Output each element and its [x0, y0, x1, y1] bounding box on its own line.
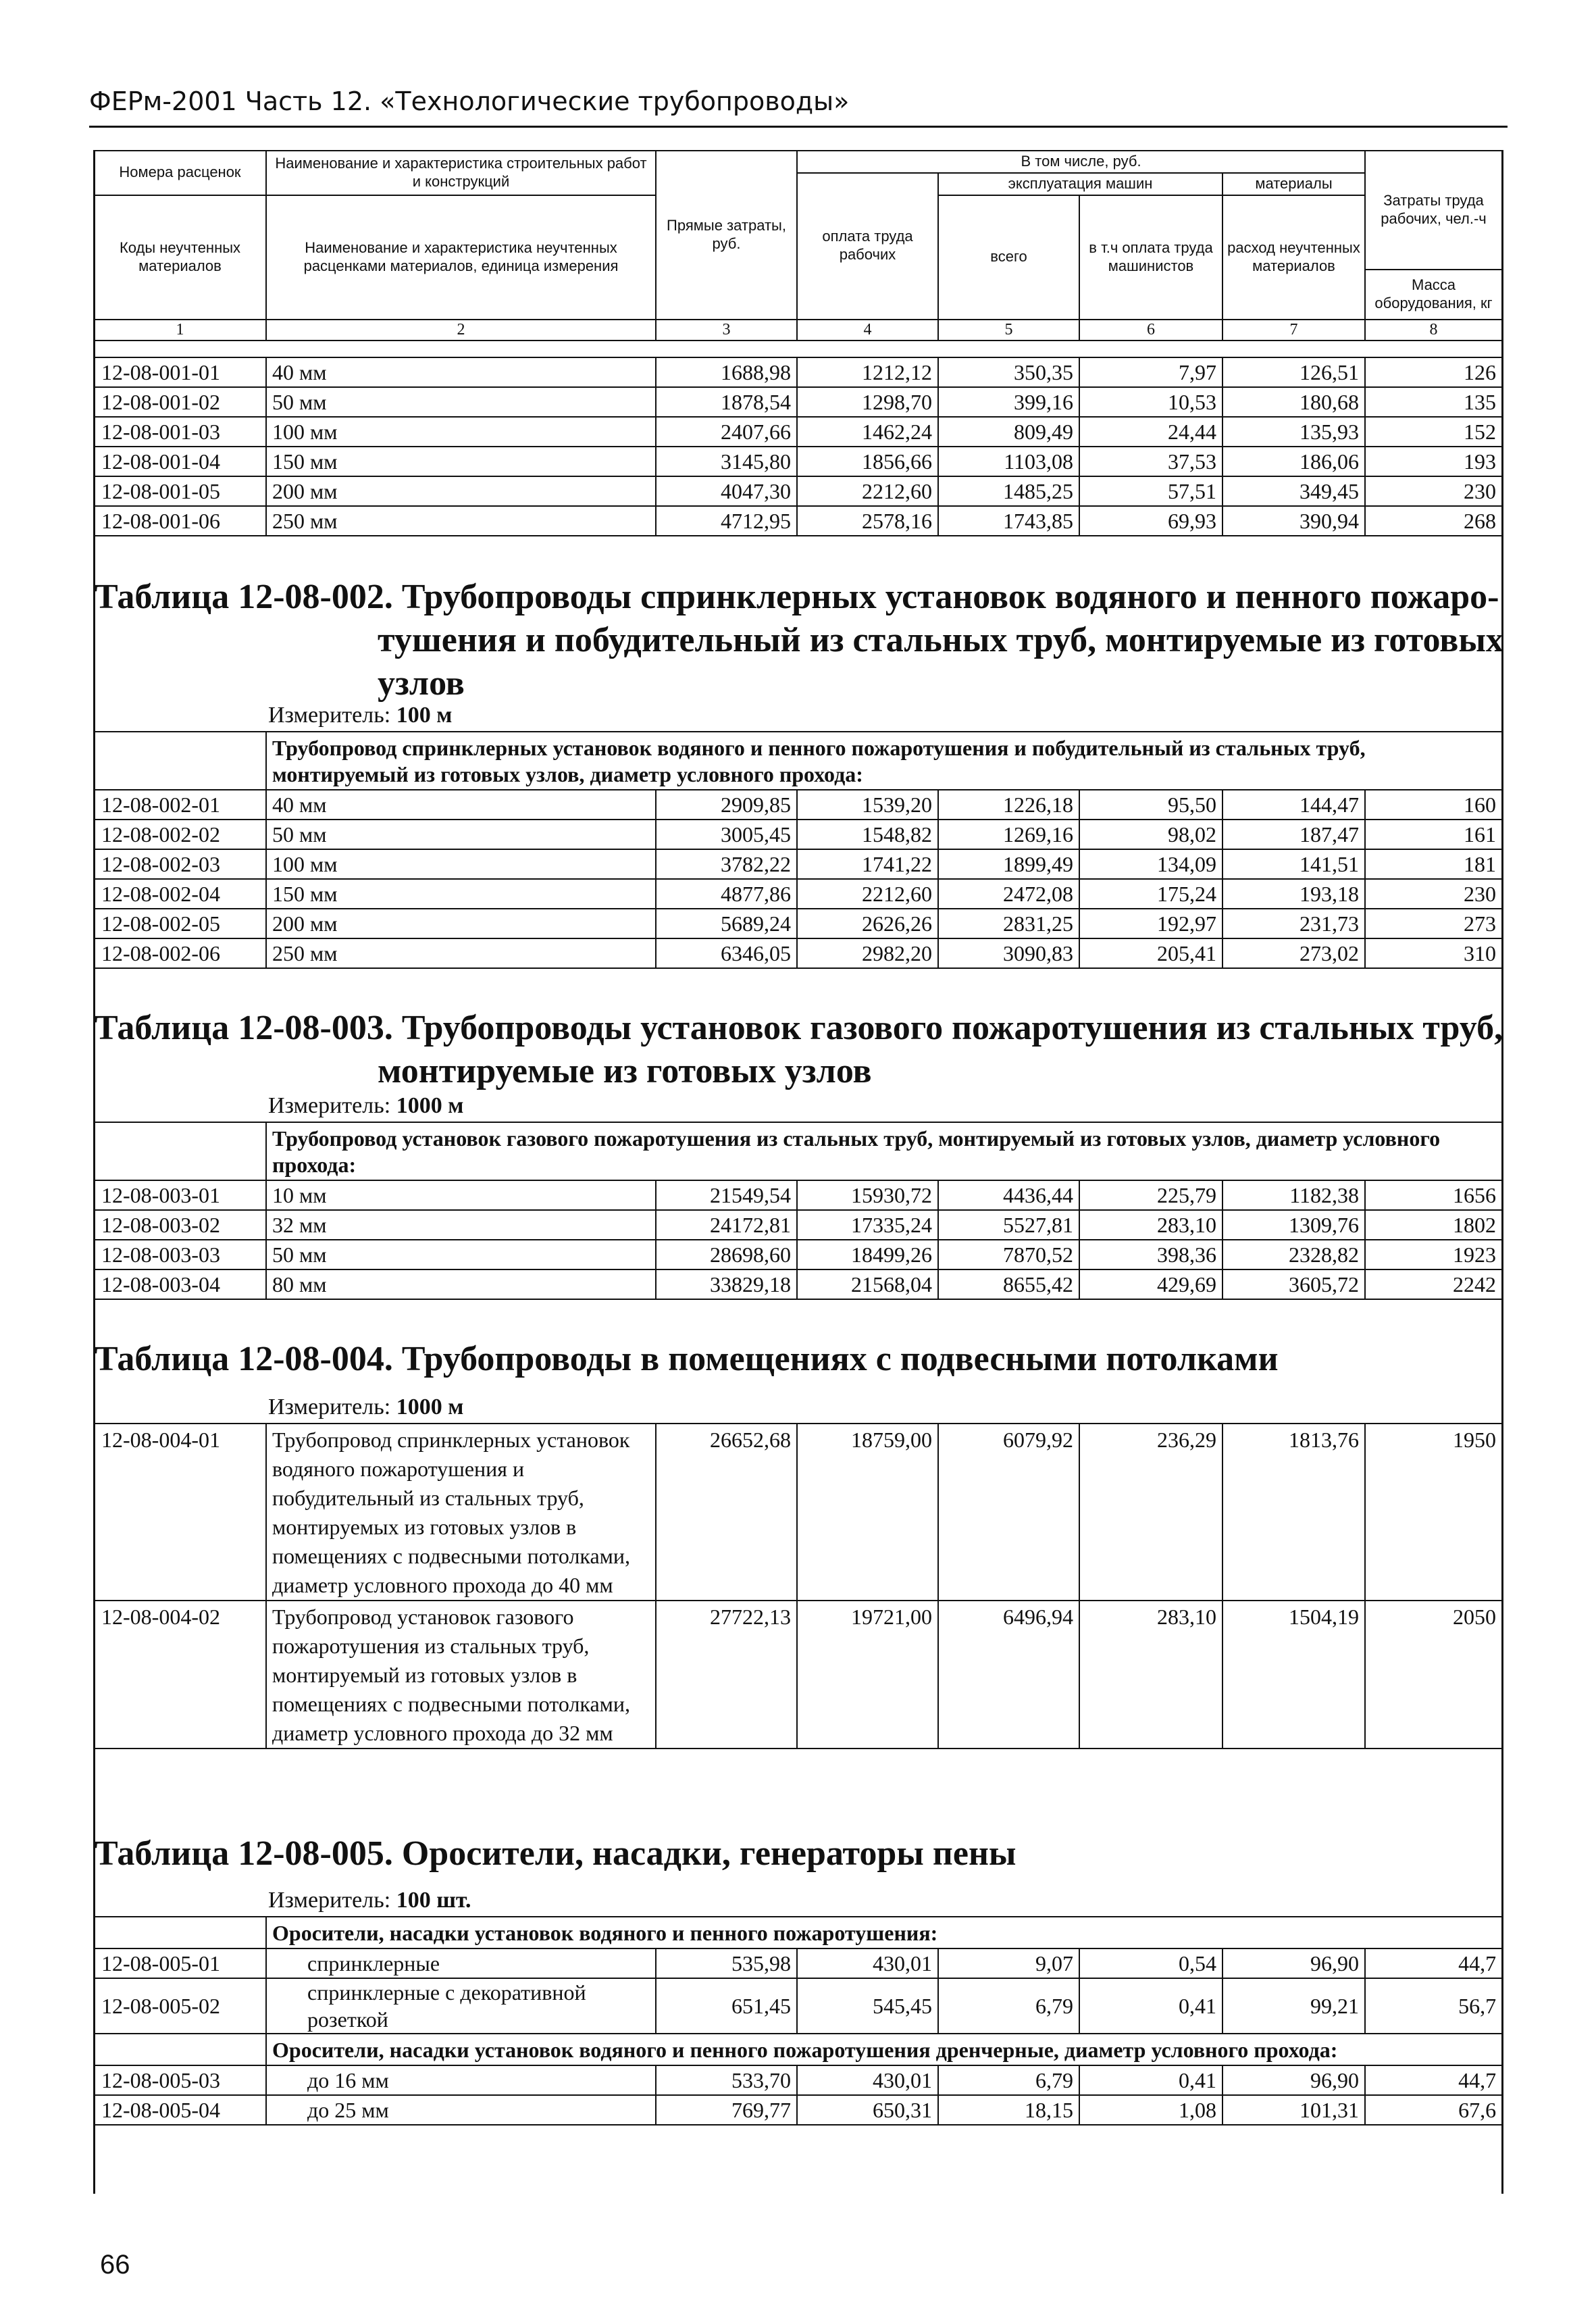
- workers-pay-cell: 18499,26: [797, 1240, 938, 1269]
- operators-pay-cell: 24,44: [1079, 417, 1222, 447]
- unit-label: Измеритель:: [268, 703, 391, 728]
- table-row: [94, 1424, 1502, 1601]
- table-002-prefix: Таблица 12-08-002.: [95, 578, 393, 616]
- operators-pay-cell: 225,79: [1079, 1180, 1222, 1210]
- operators-pay-cell: 7,97: [1079, 357, 1222, 387]
- workers-pay-cell: 2212,60: [797, 879, 938, 909]
- machines-total-cell: 6,79: [938, 1978, 1079, 2034]
- rate-code-cell: 12-08-003-02: [94, 1210, 266, 1240]
- table-003: [93, 1122, 1503, 1300]
- header-work-name: Наименование и характеристика строительных работ и конструкций: [266, 151, 656, 195]
- direct-costs-cell: 5689,24: [656, 909, 797, 938]
- name-cell: 50 мм: [266, 1240, 656, 1269]
- rate-code-cell: 12-08-001-04: [94, 447, 266, 476]
- workers-pay-cell: 650,31: [797, 2095, 938, 2125]
- direct-costs-cell: 535,98: [656, 1948, 797, 1978]
- labor-cell: 181: [1365, 849, 1502, 879]
- workers-pay-cell: 2626,26: [797, 909, 938, 938]
- unit-label: Измеритель:: [268, 1888, 391, 1913]
- table-row: [94, 938, 1502, 968]
- group-spacer: [94, 732, 266, 790]
- labor-cell: 230: [1365, 476, 1502, 506]
- header-incl: В том числе, руб.: [797, 151, 1365, 173]
- name-cell: 32 мм: [266, 1210, 656, 1240]
- rate-code-cell: 12-08-001-05: [94, 476, 266, 506]
- table-004-title: [95, 1338, 1506, 1381]
- header-material-codes: Коды неучтенных материалов: [94, 195, 266, 320]
- table-row: [94, 1269, 1502, 1299]
- materials-cell: 99,21: [1222, 1978, 1365, 2034]
- operators-pay-cell: 95,50: [1079, 790, 1222, 820]
- table-003-group: Трубопровод установок газового пожаротушения из стальных труб, монтируемый из готовых узлов, диаметр условного прохода:: [266, 1122, 1502, 1180]
- labor-cell: 230: [1365, 879, 1502, 909]
- direct-costs-cell: 28698,60: [656, 1240, 797, 1269]
- workers-pay-cell: 545,45: [797, 1978, 938, 2034]
- page-number: 66: [100, 2250, 130, 2280]
- table-002-title-line2: тушения и побудительный из стальных труб, монтируемые из готовых: [378, 621, 1503, 659]
- materials-cell: 96,90: [1222, 1948, 1365, 1978]
- table-row: [94, 476, 1502, 506]
- machines-total-cell: 2472,08: [938, 879, 1079, 909]
- table-005-title: [95, 1832, 1506, 1876]
- rate-code-cell: 12-08-002-03: [94, 849, 266, 879]
- rate-code-cell: 12-08-005-04: [94, 2095, 266, 2125]
- machines-total-cell: 7870,52: [938, 1240, 1079, 1269]
- table-row: [94, 1180, 1502, 1210]
- workers-pay-cell: 430,01: [797, 1948, 938, 1978]
- materials-cell: 101,31: [1222, 2095, 1365, 2125]
- name-cell: 50 мм: [266, 387, 656, 417]
- name-cell: 100 мм: [266, 417, 656, 447]
- table-row: [94, 357, 1502, 387]
- direct-costs-cell: 21549,54: [656, 1180, 797, 1210]
- header-equipment-mass: Масса оборудования, кг: [1365, 270, 1502, 320]
- direct-costs-cell: 3145,80: [656, 447, 797, 476]
- table-004-body: [94, 1424, 1502, 1749]
- table-004-title-line1: Трубопроводы в помещениях с подвесными потолками: [401, 1340, 1279, 1378]
- table-row: [94, 879, 1502, 909]
- labor-cell: 1656: [1365, 1180, 1502, 1210]
- table-row: [94, 1978, 1502, 2034]
- labor-cell: 1950: [1365, 1424, 1502, 1601]
- unit-label: Измеритель:: [268, 1394, 391, 1419]
- materials-cell: 349,45: [1222, 476, 1365, 506]
- machines-total-cell: 399,16: [938, 387, 1079, 417]
- direct-costs-cell: 6346,05: [656, 938, 797, 968]
- machines-total-cell: 5527,81: [938, 1210, 1079, 1240]
- direct-costs-cell: 769,77: [656, 2095, 797, 2125]
- workers-pay-cell: 18759,00: [797, 1424, 938, 1601]
- table-003-prefix: Таблица 12-08-003.: [95, 1009, 393, 1047]
- direct-costs-cell: 533,70: [656, 2065, 797, 2095]
- machines-total-cell: 809,49: [938, 417, 1079, 447]
- operators-pay-cell: 205,41: [1079, 938, 1222, 968]
- materials-cell: 3605,72: [1222, 1269, 1365, 1299]
- header-material-use: расход неучтенных материалов: [1222, 195, 1365, 320]
- header-direct-costs: Прямые затраты, руб.: [656, 151, 797, 320]
- machines-total-cell: 1743,85: [938, 506, 1079, 536]
- table-row: [94, 2065, 1502, 2095]
- unit-value: 100 шт.: [396, 1888, 471, 1913]
- operators-pay-cell: 429,69: [1079, 1269, 1222, 1299]
- header-total: всего: [938, 195, 1079, 320]
- direct-costs-cell: 1878,54: [656, 387, 797, 417]
- rate-code-cell: 12-08-004-02: [94, 1601, 266, 1749]
- machines-total-cell: 1485,25: [938, 476, 1079, 506]
- group-spacer: [94, 1917, 266, 1948]
- workers-pay-cell: 1539,20: [797, 790, 938, 820]
- direct-costs-cell: 3005,45: [656, 820, 797, 849]
- materials-cell: 231,73: [1222, 909, 1365, 938]
- unit-label: Измеритель:: [268, 1093, 391, 1118]
- col-number: 4: [797, 320, 938, 341]
- rate-code-cell: 12-08-003-01: [94, 1180, 266, 1210]
- workers-pay-cell: 2578,16: [797, 506, 938, 536]
- name-cell: Трубопровод спринклерных установок водяного пожаротушения и побудительный из стальных труб, монтируемых из готовых узлов в помещениях с подвесными потолками, диаметр условного прохода до 40 мм: [266, 1424, 656, 1601]
- header-rate-numbers: Номера расценок: [94, 151, 266, 195]
- labor-cell: 273: [1365, 909, 1502, 938]
- name-cell: до 16 мм: [266, 2065, 656, 2095]
- table-001: [93, 357, 1503, 536]
- materials-cell: 193,18: [1222, 879, 1365, 909]
- direct-costs-cell: 27722,13: [656, 1601, 797, 1749]
- rate-code-cell: 12-08-005-02: [94, 1978, 266, 2034]
- name-cell: 150 мм: [266, 879, 656, 909]
- direct-costs-cell: 2407,66: [656, 417, 797, 447]
- labor-cell: 152: [1365, 417, 1502, 447]
- direct-costs-cell: 3782,22: [656, 849, 797, 879]
- rate-code-cell: 12-08-001-01: [94, 357, 266, 387]
- materials-cell: 126,51: [1222, 357, 1365, 387]
- machines-total-cell: 1226,18: [938, 790, 1079, 820]
- labor-cell: 44,7: [1365, 1948, 1502, 1978]
- table-row: [94, 1601, 1502, 1749]
- machines-total-cell: 350,35: [938, 357, 1079, 387]
- direct-costs-cell: 26652,68: [656, 1424, 797, 1601]
- header-incl-operators: в т.ч оплата труда машинистов: [1079, 195, 1222, 320]
- direct-costs-cell: 4877,86: [656, 879, 797, 909]
- materials-cell: 1504,19: [1222, 1601, 1365, 1749]
- table-row: [94, 1210, 1502, 1240]
- labor-cell: 268: [1365, 506, 1502, 536]
- operators-pay-cell: 69,93: [1079, 506, 1222, 536]
- materials-cell: 273,02: [1222, 938, 1365, 968]
- machines-total-cell: 18,15: [938, 2095, 1079, 2125]
- table-row: [94, 1240, 1502, 1269]
- workers-pay-cell: 1548,82: [797, 820, 938, 849]
- operators-pay-cell: 0,54: [1079, 1948, 1222, 1978]
- table-002-title-line3: узлов: [378, 664, 465, 703]
- col-number: 6: [1079, 320, 1222, 341]
- unit-value: 1000 м: [396, 1093, 464, 1118]
- rate-code-cell: 12-08-002-05: [94, 909, 266, 938]
- materials-cell: 96,90: [1222, 2065, 1365, 2095]
- rate-code-cell: 12-08-005-01: [94, 1948, 266, 1978]
- col-number: 1: [94, 320, 266, 341]
- table-002-title-line1: Трубопроводы спринклерных установок водяного и пенного пожаро-: [401, 578, 1499, 616]
- workers-pay-cell: 1856,66: [797, 447, 938, 476]
- col-number: 2: [266, 320, 656, 341]
- materials-cell: 1309,76: [1222, 1210, 1365, 1240]
- table-005-title-line1: Оросители, насадки, генераторы пены: [401, 1834, 1016, 1873]
- table-002-body: [94, 790, 1502, 968]
- machines-total-cell: 8655,42: [938, 1269, 1079, 1299]
- running-head: ФЕРм-2001 Часть 12. «Технологические трубопроводы»: [89, 86, 850, 116]
- labor-cell: 160: [1365, 790, 1502, 820]
- workers-pay-cell: 19721,00: [797, 1601, 938, 1749]
- table-row: [94, 506, 1502, 536]
- table-002-group: Трубопровод спринклерных установок водяного и пенного пожаротушения и побудительный из стальных труб, монтируемый из готовых узлов, диаметр условного прохода:: [266, 732, 1502, 790]
- rate-code-cell: 12-08-001-06: [94, 506, 266, 536]
- col-number: 3: [656, 320, 797, 341]
- table-005-prefix: Таблица 12-08-005.: [95, 1834, 393, 1873]
- operators-pay-cell: 37,53: [1079, 447, 1222, 476]
- labor-cell: 56,7: [1365, 1978, 1502, 2034]
- name-cell: 200 мм: [266, 476, 656, 506]
- operators-pay-cell: 98,02: [1079, 820, 1222, 849]
- machines-total-cell: 1269,16: [938, 820, 1079, 849]
- table-row: [94, 2095, 1502, 2125]
- col-number: 8: [1365, 320, 1502, 341]
- name-cell: 50 мм: [266, 820, 656, 849]
- table-row: [94, 820, 1502, 849]
- materials-cell: 390,94: [1222, 506, 1365, 536]
- col-number: 5: [938, 320, 1079, 341]
- direct-costs-cell: 33829,18: [656, 1269, 797, 1299]
- labor-cell: 2242: [1365, 1269, 1502, 1299]
- operators-pay-cell: 192,97: [1079, 909, 1222, 938]
- name-cell: до 25 мм: [266, 2095, 656, 2125]
- name-cell: 250 мм: [266, 506, 656, 536]
- materials-cell: 141,51: [1222, 849, 1365, 879]
- workers-pay-cell: 21568,04: [797, 1269, 938, 1299]
- materials-cell: 135,93: [1222, 417, 1365, 447]
- table-row: [94, 417, 1502, 447]
- table-003-title-line2: монтируемые из готовых узлов: [378, 1052, 872, 1090]
- labor-cell: 2050: [1365, 1601, 1502, 1749]
- direct-costs-cell: 24172,81: [656, 1210, 797, 1240]
- machines-total-cell: 1103,08: [938, 447, 1079, 476]
- header-material-name: Наименование и характеристика неучтенных расценками материалов, единица измерения: [266, 195, 656, 320]
- operators-pay-cell: 0,41: [1079, 1978, 1222, 2034]
- rate-code-cell: 12-08-002-02: [94, 820, 266, 849]
- header-rule: [89, 126, 1508, 128]
- direct-costs-cell: 1688,98: [656, 357, 797, 387]
- workers-pay-cell: 1298,70: [797, 387, 938, 417]
- group-spacer: [94, 1122, 266, 1180]
- workers-pay-cell: 1741,22: [797, 849, 938, 879]
- rate-code-cell: 12-08-002-01: [94, 790, 266, 820]
- table-005-body-2: [94, 2065, 1502, 2125]
- table-003-title: [95, 1007, 1506, 1093]
- machines-total-cell: 3090,83: [938, 938, 1079, 968]
- machines-total-cell: 6496,94: [938, 1601, 1079, 1749]
- materials-cell: 180,68: [1222, 387, 1365, 417]
- materials-cell: 186,06: [1222, 447, 1365, 476]
- operators-pay-cell: 283,10: [1079, 1601, 1222, 1749]
- header-workers-pay: оплата труда рабочих: [797, 173, 938, 320]
- table-row: [94, 909, 1502, 938]
- machines-total-cell: 1899,49: [938, 849, 1079, 879]
- labor-cell: 193: [1365, 447, 1502, 476]
- workers-pay-cell: 15930,72: [797, 1180, 938, 1210]
- operators-pay-cell: 0,41: [1079, 2065, 1222, 2095]
- table-005-body-1: [94, 1948, 1502, 2034]
- col-number: 7: [1222, 320, 1365, 341]
- materials-cell: 144,47: [1222, 790, 1365, 820]
- table-003-body: [94, 1180, 1502, 1299]
- workers-pay-cell: 430,01: [797, 2065, 938, 2095]
- rate-code-cell: 12-08-005-03: [94, 2065, 266, 2095]
- machines-total-cell: 4436,44: [938, 1180, 1079, 1210]
- column-header: [93, 150, 1503, 341]
- rate-code-cell: 12-08-003-04: [94, 1269, 266, 1299]
- materials-cell: 187,47: [1222, 820, 1365, 849]
- table-005-group-2: Оросители, насадки установок водяного и пенного пожаротушения дренчерные, диаметр условного прохода:: [266, 2034, 1502, 2065]
- workers-pay-cell: 17335,24: [797, 1210, 938, 1240]
- machines-total-cell: 2831,25: [938, 909, 1079, 938]
- operators-pay-cell: 398,36: [1079, 1240, 1222, 1269]
- rate-code-cell: 12-08-003-03: [94, 1240, 266, 1269]
- group-spacer: [94, 2034, 266, 2065]
- rate-code-cell: 12-08-002-04: [94, 879, 266, 909]
- header-machine-use: эксплуатация машин: [938, 173, 1222, 195]
- name-cell: 150 мм: [266, 447, 656, 476]
- unit-value: 1000 м: [396, 1394, 464, 1419]
- table-002-unit: [268, 703, 452, 728]
- labor-cell: 67,6: [1365, 2095, 1502, 2125]
- machines-total-cell: 6,79: [938, 2065, 1079, 2095]
- labor-cell: 1802: [1365, 1210, 1502, 1240]
- labor-cell: 161: [1365, 820, 1502, 849]
- table-001-body: [94, 357, 1502, 536]
- machines-total-cell: 9,07: [938, 1948, 1079, 1978]
- rate-code-cell: 12-08-001-02: [94, 387, 266, 417]
- table-002-title: [95, 576, 1506, 705]
- name-cell: спринклерные: [266, 1948, 656, 1978]
- table-005-unit: [268, 1888, 471, 1913]
- labor-cell: 310: [1365, 938, 1502, 968]
- operators-pay-cell: 175,24: [1079, 879, 1222, 909]
- labor-cell: 135: [1365, 387, 1502, 417]
- operators-pay-cell: 134,09: [1079, 849, 1222, 879]
- name-cell: 80 мм: [266, 1269, 656, 1299]
- name-cell: 200 мм: [266, 909, 656, 938]
- machines-total-cell: 6079,92: [938, 1424, 1079, 1601]
- table-row: [94, 447, 1502, 476]
- table-row: [94, 790, 1502, 820]
- header-materials: материалы: [1222, 173, 1365, 195]
- table-row: [94, 849, 1502, 879]
- operators-pay-cell: 236,29: [1079, 1424, 1222, 1601]
- name-cell: 40 мм: [266, 357, 656, 387]
- direct-costs-cell: 651,45: [656, 1978, 797, 2034]
- materials-cell: 1182,38: [1222, 1180, 1365, 1210]
- direct-costs-cell: 4712,95: [656, 506, 797, 536]
- table-row: [94, 1948, 1502, 1978]
- operators-pay-cell: 10,53: [1079, 387, 1222, 417]
- table-003-title-line1: Трубопроводы установок газового пожаротушения из стальных труб,: [401, 1009, 1503, 1047]
- operators-pay-cell: 1,08: [1079, 2095, 1222, 2125]
- table-row: [94, 387, 1502, 417]
- name-cell: спринклерные с декоративной розеткой: [266, 1978, 656, 2034]
- table-004-prefix: Таблица 12-08-004.: [95, 1340, 393, 1378]
- workers-pay-cell: 2982,20: [797, 938, 938, 968]
- table-005: [93, 1916, 1503, 2126]
- table-005-group-1: Оросители, насадки установок водяного и пенного пожаротушения:: [266, 1917, 1502, 1948]
- table-004-unit: [268, 1394, 463, 1420]
- labor-cell: 44,7: [1365, 2065, 1502, 2095]
- workers-pay-cell: 1462,24: [797, 417, 938, 447]
- table-002: [93, 731, 1503, 969]
- materials-cell: 2328,82: [1222, 1240, 1365, 1269]
- materials-cell: 1813,76: [1222, 1424, 1365, 1601]
- rate-code-cell: 12-08-002-06: [94, 938, 266, 968]
- direct-costs-cell: 4047,30: [656, 476, 797, 506]
- labor-cell: 1923: [1365, 1240, 1502, 1269]
- direct-costs-cell: 2909,85: [656, 790, 797, 820]
- table-003-unit: [268, 1093, 463, 1119]
- workers-pay-cell: 2212,60: [797, 476, 938, 506]
- labor-cell: 126: [1365, 357, 1502, 387]
- name-cell: 10 мм: [266, 1180, 656, 1210]
- name-cell: 40 мм: [266, 790, 656, 820]
- table-004: [93, 1423, 1503, 1749]
- name-cell: 100 мм: [266, 849, 656, 879]
- name-cell: Трубопровод установок газового пожаротушения из стальных труб, монтируемый из готовых узлов в помещениях с подвесными потолками, диаметр условного прохода до 32 мм: [266, 1601, 656, 1749]
- name-cell: 250 мм: [266, 938, 656, 968]
- header-labor: Затраты труда рабочих, чел.-ч: [1365, 151, 1502, 270]
- rate-code-cell: 12-08-004-01: [94, 1424, 266, 1601]
- rate-code-cell: 12-08-001-03: [94, 417, 266, 447]
- unit-value: 100 м: [396, 703, 453, 728]
- operators-pay-cell: 283,10: [1079, 1210, 1222, 1240]
- workers-pay-cell: 1212,12: [797, 357, 938, 387]
- operators-pay-cell: 57,51: [1079, 476, 1222, 506]
